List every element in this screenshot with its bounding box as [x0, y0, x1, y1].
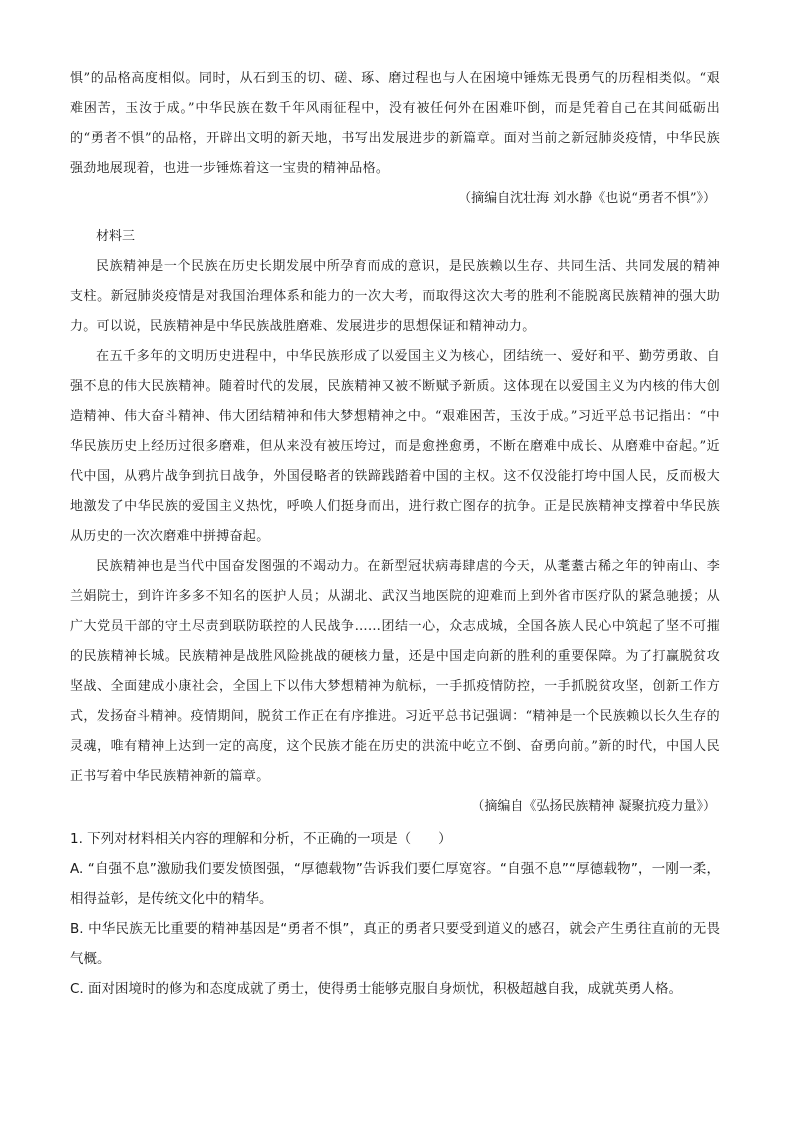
material3-paragraph-1: 民族精神是一个民族在历史长期发展中所孕育而成的意识，是民族赖以生存、共同生活、共同发展的精神支柱。新冠肺炎疫情是对我国治理体系和能力的一次大考，而取得这次大考的胜利不能脱离民族精神的强大助力。可以说，民族精神是中华民族战胜磨难、发展进步的思想保证和精神动力。	[70, 259, 720, 334]
material2-source: （摘编自沈壮海 刘水静《也说“勇者不惧”》）	[458, 191, 716, 206]
material3-paragraph-2: 在五千多年的文明历史进程中，中华民族形成了以爱国主义为核心，团结统一、爱好和平、勤劳勇敢、自强不息的伟大民族精神。随着时代的发展，民族精神又被不断赋予新质。这体现在以爱国主义为内核的伟大创造精神、伟大奋斗精神、伟大团结精神和伟大梦想精神之中。“艰难困苦，玉汝于成。”习近平总书记指出：“中华民族历史上经历过很多磨难，但从来没有被压垮过，而是愈挫愈勇，不断在磨难中成长、从磨难中奋起。”近代中国，从鸦片战争到抗日战争，外国侵略者的铁蹄践踏着中国的主权。这不仅没能打垮中国人民，反而极大地激发了中华民族的爱国主义热忱，呼唤人们挺身而出，进行救亡图存的抗争。正是民族精神支撑着中华民族从历史的一次次磨难中拼搏奋起。	[70, 349, 720, 544]
question-1-option-c: C. 面对困境时的修为和态度成就了勇士，使得勇士能够克服自身烦忧，积极超越自我，成就英勇人格。	[70, 981, 683, 997]
material3-paragraph-3: 民族精神也是当代中国奋发图强的不竭动力。在新型冠状病毒肆虐的今天，从耄耋古稀之年的钟南山、李兰娟院士，到许许多多不知名的医护人员；从湖北、武汉当地医院的迎难而上到外省市医疗队的紧急驰援；从广大党员干部的守土尽责到联防联控的人民战争……团结一心，众志成城，全国各族人民心中筑起了坚不可摧的民族精神长城。民族精神是战胜风险挑战的硬核力量，还是中国走向新的胜利的重要保障。为了打赢脱贫攻坚战、全面建成小康社会，全国上下以伟大梦想精神为航标，一手抓疫情防控，一手抓脱贫攻坚，创新工作方式，发扬奋斗精神。疫情期间，脱贫工作正在有序推进。习近平总书记强调：“精神是一个民族赖以长久生存的灵魂，唯有精神上达到一定的高度，这个民族才能在历史的洪流中屹立不倒、奋勇向前。”新的时代，中国人民正书写着中华民族精神新的篇章。	[70, 559, 720, 784]
question-1	[70, 824, 720, 1004]
question-1-option-b: B. 中华民族无比重要的精神基因是“勇者不惧”，真正的勇者只要受到道义的感召，就会产生勇往直前的无畏气概。	[70, 921, 720, 967]
material3-heading: 材料三	[96, 229, 136, 244]
question-1-stem: 1. 下列对材料相关内容的理解和分析，不正确的一项是（ ）	[70, 831, 452, 847]
document-page	[70, 64, 720, 1004]
material3-source: （摘编自《弘扬民族精神 凝聚抗疫力量》）	[471, 799, 716, 814]
material2-paragraph: 惧”的品格高度相似。同时，从石到玉的切、磋、琢、磨过程也与人在困境中锤炼无畏勇气的历程相类似。“艰难困苦，玉汝于成。”中华民族在数千年风雨征程中，没有被任何外在困难吓倒，而是凭着自己在其间砥砺出的“勇者不惧”的品格，开辟出文明的新天地，书写出发展进步的新篇章。面对当前之新冠肺炎疫情，中华民族强劲地展现着，也进一步锤炼着这一宝贵的精神品格。	[70, 71, 720, 176]
question-1-option-a: A. “自强不息”激励我们要发愤图强，“厚德载物”告诉我们要仁厚宽容。“自强不息”“厚德载物”，一刚一柔，相得益彰，是传统文化中的精华。	[70, 861, 720, 907]
